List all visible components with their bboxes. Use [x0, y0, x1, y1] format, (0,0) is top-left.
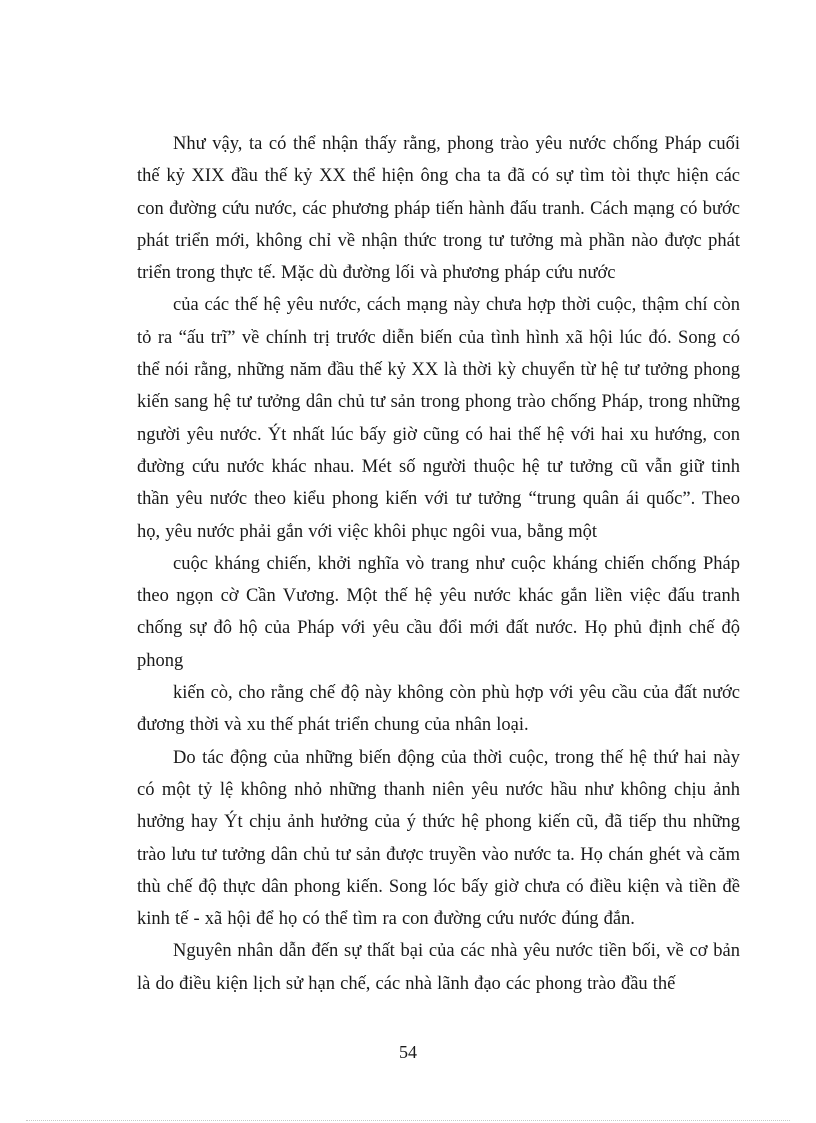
- page-bottom-rule: [26, 1120, 790, 1121]
- paragraph-1: Như vậy, ta có thể nhận thấy rằng, phong trào yêu nước chống Pháp cuối thế kỷ XIX đầu thế kỷ XX thể hiện ông cha ta đã có sự tìm tòi thực hiện các con đường cứu nước, các phương pháp tiến hành đấu tranh. Cách mạng có bước phát triển mới, không chỉ về nhận thức trong tư tưởng mà phần nào được phát triển trong thực tế. Mặc dù đường lối và phương pháp cứu nước: [137, 134, 740, 284]
- paragraph-2: của các thế hệ yêu nước, cách mạng này chưa hợp thời cuộc, thậm chí còn tỏ ra “ấu trĩ” về chính trị trước diễn biến của tình hình xã hội lúc đó. Song có thể nói rằng, những năm đầu thế kỷ XX là thời kỳ chuyển từ hệ tư tưởng phong kiến sang hệ tư tưởng dân chủ tư sản trong phong trào chống Pháp, trong những người yêu nước. Ýt nhất lúc bấy giờ cũng có hai thế hệ với hai xu hướng, con đường cứu nước khác nhau. Mét số người thuộc hệ tư tưởng cũ vẫn giữ tinh thần yêu nước theo kiểu phong kiến với tư tưởng “trung quân ái quốc”. Theo họ, yêu nước phải gắn với việc khôi phục ngôi vua, bằng một: [137, 295, 740, 542]
- paragraph-3: cuộc kháng chiến, khởi nghĩa vò trang như cuộc kháng chiến chống Pháp theo ngọn cờ Cần Vương. Một thế hệ yêu nước khác gắn liền việc đấu tranh chống sự đô hộ của Pháp với yêu cầu đổi mới đất nước. Họ phủ định chế độ phong: [137, 553, 740, 671]
- paragraph-5: Do tác động của những biến động của thời cuộc, trong thế hệ thứ hai này có một tỷ lệ không nhỏ những thanh niên yêu nước hầu như không chịu ảnh hưởng hay Ýt chịu ảnh hưởng của ý thức hệ phong kiến cũ, đã tiếp thu những trào lưu tư tưởng dân chủ tư sản được truyền vào nước ta. Họ chán ghét và căm thù chế độ thực dân phong kiến. Song lóc bấy giờ chưa có điều kiện và tiền đề kinh tế - xã hội để họ có thể tìm ra con đường cứu nước đúng đắn.: [137, 747, 740, 930]
- paragraph-6: Nguyên nhân dẫn đến sự thất bại của các nhà yêu nước tiền bối, về cơ bản là do điều kiện lịch sử hạn chế, các nhà lãnh đạo các phong trào đầu thế: [137, 941, 740, 994]
- page-number: 54: [399, 1042, 417, 1062]
- paragraph-4: kiến cò, cho rằng chế độ này không còn phù hợp với yêu cầu của đất nước đương thời và xu thế phát triển chung của nhân loại.: [137, 683, 740, 736]
- body-text: [137, 128, 740, 1000]
